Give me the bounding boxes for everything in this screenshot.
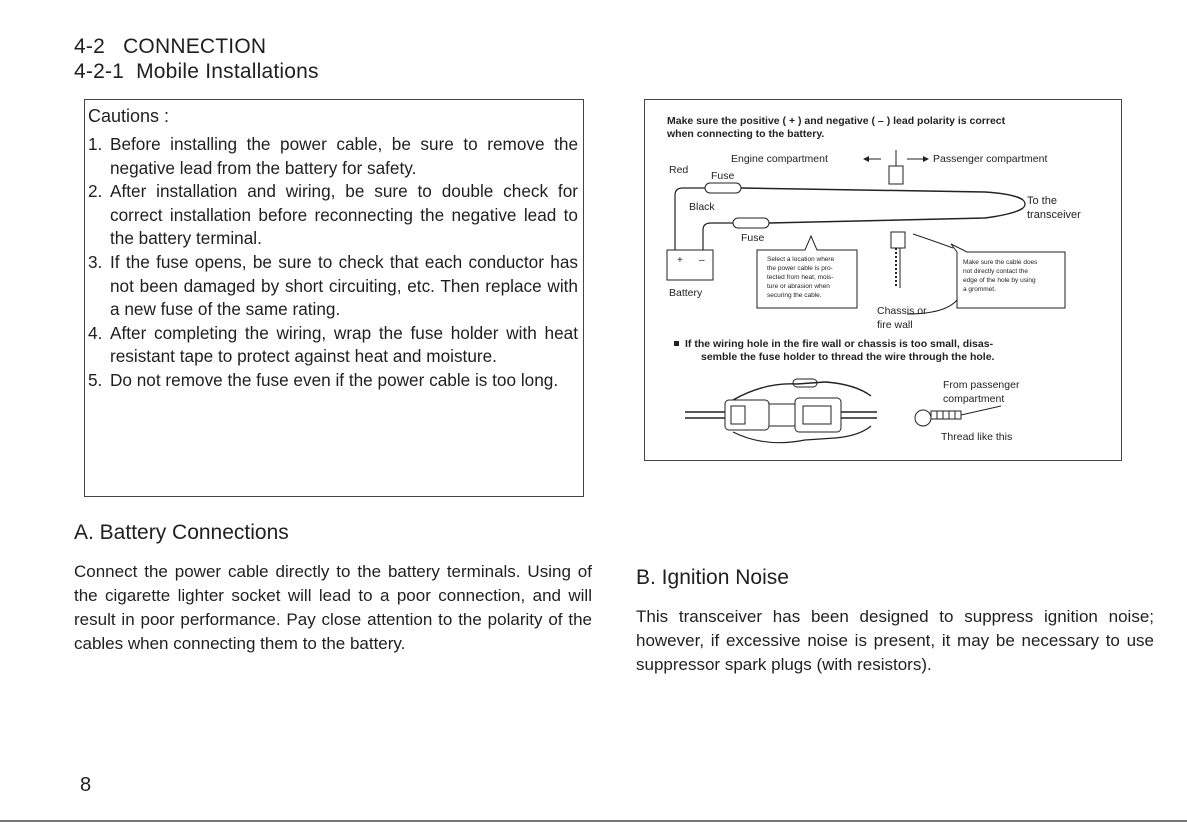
hole-note-line1: If the wiring hole in the fire wall or chassis is too small, disas- [685, 338, 994, 350]
caution-item [88, 322, 578, 369]
transceiver-label: transceiver [1027, 209, 1081, 221]
section-a-title: A. Battery Connections [74, 521, 289, 544]
grommet-note-line: a grommet. [963, 286, 996, 293]
caution-item [88, 251, 578, 322]
fuse-bottom-label: Fuse [741, 232, 765, 244]
fuse-holder-bottom [733, 218, 769, 228]
caution-num: 1. [88, 134, 103, 154]
cautions-list [88, 133, 578, 393]
page-number: 8 [80, 774, 92, 796]
red-wire-label: Red [669, 164, 689, 176]
location-note-line: Select a location where [767, 256, 835, 263]
fuse-holder-top [705, 183, 741, 193]
red-wire [741, 188, 1023, 200]
wiring-diagram-box [644, 99, 1122, 461]
page-bottom-edge [0, 820, 1187, 822]
caution-item [88, 369, 578, 393]
grommet-pointer [913, 234, 953, 248]
location-note-line: the power cable is pro- [767, 265, 833, 272]
caution-item [88, 133, 578, 180]
location-note-line: tected from heat, mois- [767, 274, 834, 281]
battery-minus: – [699, 255, 705, 266]
section-heading [74, 35, 266, 59]
from-passenger-label: From passenger [943, 379, 1020, 391]
black-wire [769, 208, 1023, 223]
caution-num: 4. [88, 322, 103, 343]
caution-text: Do not remove the fuse even if the power cable is too long. [110, 369, 559, 390]
chassis-or-label: Chassis or [877, 305, 927, 317]
polarity-note-line2: when connecting to the battery. [667, 128, 825, 140]
engine-compartment-label: Engine compartment [731, 153, 828, 165]
hole-note-line2: semble the fuse holder to thread the wire through the hole. [701, 351, 995, 363]
compartment-label: compartment [943, 393, 1005, 405]
caution-text: After completing the wiring, wrap the fuse holder with heat resistant tape to protect against heat and moisture. [110, 322, 578, 367]
grommet-note-line: edge of the hole by using [963, 277, 1036, 284]
caution-text: Before installing the power cable, be sure to remove the negative lead from the battery for safety. [110, 134, 578, 178]
battery-label: Battery [669, 287, 703, 299]
grommet-note-line: not directly contact the [963, 268, 1029, 275]
section-number: 4-2 [74, 35, 105, 58]
firewall-grommet-bottom [891, 232, 905, 248]
subsection-number: 4-2-1 [74, 60, 125, 83]
battery-icon [667, 250, 713, 280]
fuse-top-label: Fuse [711, 170, 735, 182]
arrow-left-head [863, 156, 869, 162]
polarity-note-line1: Make sure the positive ( + ) and negative ( – ) lead polarity is correct [667, 115, 1006, 127]
arrow-right-head [923, 156, 929, 162]
cable-joint [1023, 200, 1025, 208]
thread-like-this-label: Thread like this [941, 431, 1013, 443]
caution-num: 2. [88, 181, 103, 202]
fuse-holder-exploded [685, 379, 877, 443]
fire-wall-label: fire wall [877, 319, 913, 331]
battery-plus: + [677, 255, 683, 266]
wiring-diagram [645, 100, 1121, 460]
bullet-square-icon [674, 341, 679, 346]
cautions-title: Cautions : [88, 106, 170, 126]
caution-num: 5. [88, 369, 103, 390]
black-wire-short [703, 223, 733, 250]
to-the-label: To the [1027, 195, 1057, 207]
subsection-heading [74, 60, 319, 84]
threaded-wire-icon [915, 406, 1001, 426]
caution-text: After installation and wiring, be sure to double check for correct installation before reconnecting the negative lead to the battery terminal. [110, 181, 578, 249]
caution-text: If the fuse opens, be sure to check that each conductor has not been damaged by short circuiting, etc. Then replace with a new fuse of the same rating. [110, 251, 578, 320]
section-b-title: B. Ignition Noise [636, 566, 789, 589]
firewall-grommet-top [889, 166, 903, 184]
subsection-title: Mobile Installations [136, 60, 319, 83]
section-b-body: This transceiver has been designed to suppress ignition noise; however, if excessive noise is present, it may be necessary to use suppressor spark plugs (with resistors). [636, 607, 1154, 674]
caution-item [88, 180, 578, 251]
passenger-compartment-label: Passenger compartment [933, 153, 1048, 165]
section-title: CONNECTION [123, 35, 267, 58]
black-wire-label: Black [689, 201, 715, 213]
location-note-line: ture or abrasion when [767, 283, 830, 290]
red-wire-short [675, 188, 705, 250]
section-a-body: Connect the power cable directly to the battery terminals. Using of the cigarette lighter socket will lead to a poor connection, and will result in poor performance. Pay close attention to the polarity of the cables when connecting them to the battery. [74, 562, 592, 653]
caution-num: 3. [88, 251, 103, 272]
grommet-note-line: Make sure the cable does [963, 259, 1038, 266]
grommet-note-callout [951, 244, 1065, 308]
location-note-line: securing the cable. [767, 292, 822, 299]
